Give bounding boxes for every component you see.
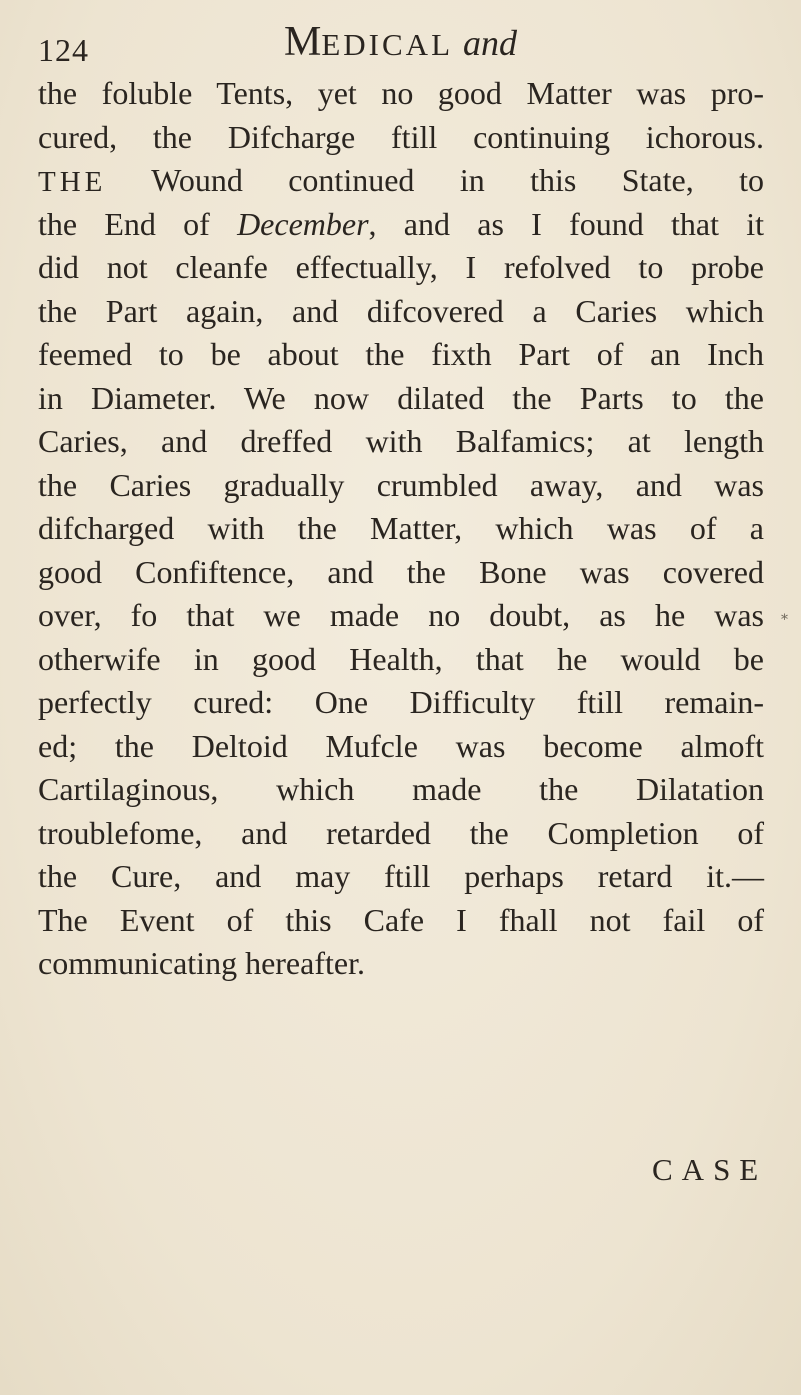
- text-line: troublefome, and retarded the Completion of: [38, 814, 764, 851]
- text-line: Cartilaginous, which made the Dilatation: [38, 771, 764, 807]
- text-line: cured, the Difcharge ftill continuing ichorous.: [38, 118, 764, 155]
- catchword: CASE: [652, 1152, 768, 1187]
- text-line: the Part again, and difcovered a Caries which: [38, 292, 764, 329]
- running-title-rest: EDICAL: [321, 27, 454, 62]
- text-line: feemed to be about the fixth Part of an Inch: [38, 336, 764, 372]
- text-line-rest: Wound continued in this State, to: [106, 162, 764, 198]
- running-header: [0, 14, 801, 70]
- text-line: communicating hereafter.: [38, 945, 365, 981]
- text-line: ed; the Deltoid Mufcle was become almoft: [38, 727, 764, 764]
- text-line-pre: the End of: [38, 205, 238, 242]
- text-line: perfectly cured: One Difficulty ftill remain-: [38, 684, 764, 720]
- text-line: [38, 203, 764, 247]
- text-line: [38, 159, 764, 203]
- margin-mark: *: [781, 612, 788, 628]
- text-line-post: , and as I found that it: [368, 205, 765, 242]
- text-line: the Cure, and may ftill perhaps retard it.—: [38, 858, 764, 894]
- text-line: good Confiftence, and the Bone was covered: [38, 553, 764, 590]
- running-title: [284, 18, 517, 66]
- text-line: Caries, and dreffed with Balfamics; at length: [38, 423, 764, 459]
- text-line: otherwife in good Health, that he would be: [38, 640, 764, 677]
- paragraph-lead-word: THE: [38, 166, 107, 198]
- text-line: did not cleanfe effectually, I refolved to probe: [38, 249, 764, 285]
- body-text: [38, 72, 764, 986]
- text-line: in Diameter. We now dilated the Parts to the: [38, 379, 764, 416]
- italic-word: December: [237, 205, 369, 242]
- text-line: The Event of this Cafe I fhall not fail of: [38, 901, 764, 938]
- text-line: difcharged with the Matter, which was of a: [38, 510, 764, 546]
- text-line: the foluble Tents, yet no good Matter was pro-: [38, 75, 764, 111]
- text-line: the Caries gradually crumbled away, and was: [38, 466, 764, 503]
- text-line: over, fo that we made no doubt, as he was: [38, 597, 764, 633]
- page-number: 124: [38, 32, 89, 68]
- running-title-and: and: [463, 23, 518, 63]
- running-title-initial: M: [284, 19, 322, 65]
